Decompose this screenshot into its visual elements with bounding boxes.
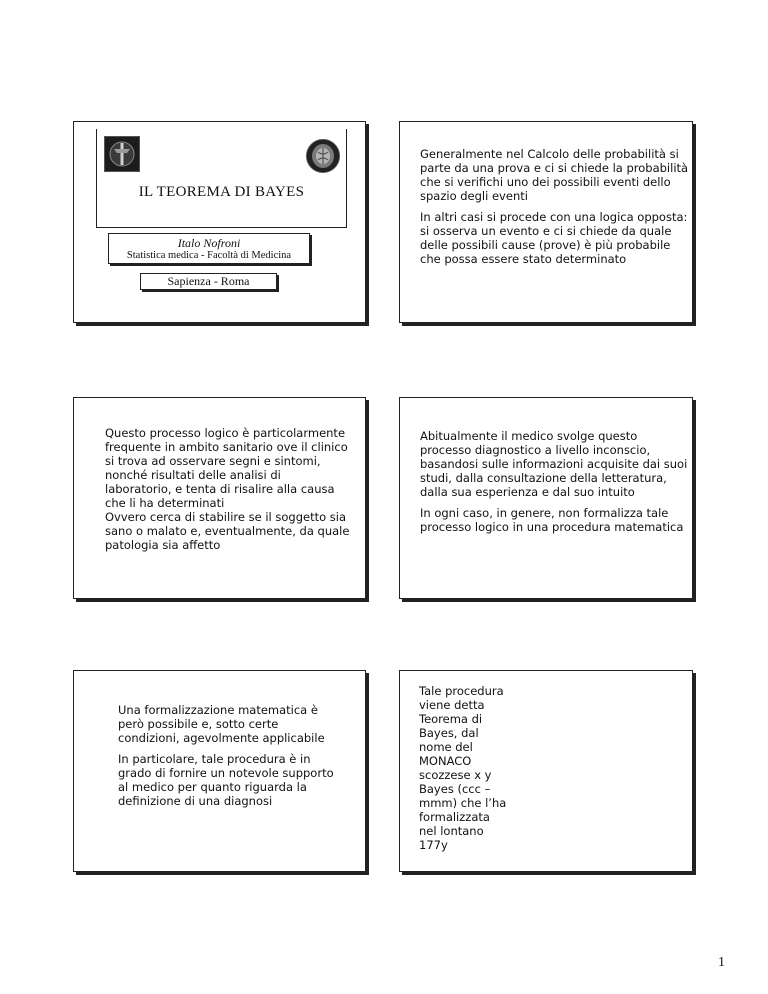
slide-title-text: IL TEOREMA DI BAYES — [138, 184, 305, 200]
slide-4-body — [420, 429, 690, 541]
paragraph: In ogni caso, in genere, non formalizza tale processo logico in una procedura matematica — [420, 506, 684, 534]
paragraph: Ovvero cerca di stabilire se il soggetto sia sano o malato e, eventualmente, da quale patologia sia affetto — [105, 510, 350, 552]
paragraph: Una formalizzazione matematica è però possibile e, sotto certe condizioni, agevolmente applicabile — [118, 703, 325, 745]
slide-title — [73, 121, 366, 323]
brain-scan-icon — [306, 139, 340, 173]
slide-2 — [399, 121, 693, 323]
author-affiliation: Statistica medica - Facoltà di Medicina — [126, 250, 292, 261]
paragraph: Abitualmente il medico svolge questo processo diagnostico a livello inconscio, basandosi sulle informazioni acquisite dai suoi studi, dalla consultazione della letteratura, dalla sua esperienza e dal suo intuito — [420, 429, 688, 499]
slide-3-body — [105, 426, 350, 559]
slide-5-body — [118, 703, 340, 815]
slide-2-body — [420, 147, 690, 273]
title-frame — [96, 129, 347, 228]
slide-5 — [73, 670, 366, 872]
page-number: 1 — [718, 955, 725, 970]
slide-3 — [73, 397, 366, 599]
slide-6 — [399, 670, 693, 872]
paragraph: Tale procedura viene detta Teorema di Bayes, dal nome del MONACO scozzese x y Bayes (ccc – mmm) che l’ha formalizzata nel lontano 177y — [419, 684, 507, 852]
slide-6-body — [419, 684, 509, 859]
paragraph: In altri casi si procede con una logica opposta: si osserva un evento e ci si chiede da quale delle possibili cause (prove) è più probabile che possa essere stato determinato — [420, 210, 688, 266]
paragraph: Generalmente nel Calcolo delle probabilità si parte da una prova e ci si chiede la probabilità che si verifichi uno dei possibili eventi dello spazio degli eventi — [420, 147, 689, 203]
paragraph: Questo processo logico è particolarmente frequente in ambito sanitario ove il clinico si trova ad osservare segni e sintomi, nonché risultati delle analisi di laboratorio, e tenta di risalire alla causa che li ha determinati — [105, 426, 348, 510]
author-name: Italo Nofroni — [177, 236, 241, 250]
slide-4 — [399, 397, 693, 599]
university-seal-icon — [104, 136, 140, 172]
author-box — [108, 233, 310, 264]
paragraph: In particolare, tale procedura è in grado di fornire un notevole supporto al medico per quanto riguarda la definizione di una diagnosi — [118, 752, 334, 808]
place-label: Sapienza - Roma — [140, 273, 277, 290]
